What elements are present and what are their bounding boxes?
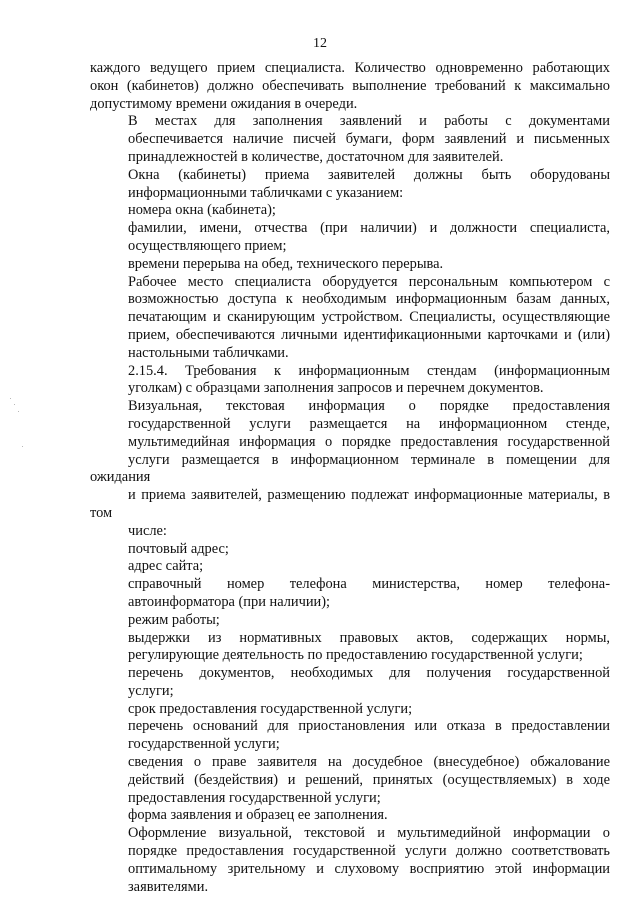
text-line: заявителями.	[128, 878, 209, 895]
text-line: В местах для заполнения заявлений и работы с документами	[128, 113, 610, 130]
paragraph	[90, 807, 610, 825]
text-line: обеспечивается наличие писчей бумаги, форм заявлений и письменных	[128, 131, 610, 148]
text-line: регулирующие деятельность по предоставлению государственной услуги;	[128, 647, 583, 664]
text-line: Визуальная, текстовая информация о порядке предоставления	[128, 398, 610, 415]
paragraph	[90, 274, 610, 363]
text-line: и приема заявителей, размещению подлежат информационные материалы, в том	[90, 487, 610, 521]
text-line: номера окна (кабинета);	[128, 202, 276, 219]
paragraph	[90, 665, 610, 701]
text-line: возможностью доступа к необходимым информационным базам данных,	[128, 291, 610, 308]
text-line: режим работы;	[128, 611, 220, 628]
paragraph	[90, 576, 610, 612]
text-line: услуги;	[128, 682, 174, 699]
text-line: услуги размещается в информационном терминале в помещении для ожидания	[90, 451, 610, 486]
text-line: форма заявления и образец ее заполнения.	[128, 807, 388, 824]
text-line: осуществляющего прием;	[128, 237, 287, 254]
paragraph	[90, 167, 610, 203]
paragraph	[90, 718, 610, 754]
text-line: государственной услуги;	[128, 736, 280, 753]
text-line: печатающим и сканирующим устройством. Специалисты, осуществляющие	[128, 309, 610, 326]
text-line: порядке предоставления государственной услуги должно соответствовать	[128, 843, 610, 860]
paragraph	[90, 825, 610, 896]
scan-speck	[10, 398, 11, 399]
text-line: времени перерыва на обед, технического перерыва.	[128, 255, 444, 272]
text-line: Рабочее место специалиста оборудуется персональным компьютером с	[128, 273, 610, 290]
paragraph	[90, 256, 610, 274]
paragraph	[90, 363, 610, 399]
paragraph	[90, 202, 610, 220]
text-line: настольными табличками.	[128, 344, 289, 361]
text-line: адрес сайта;	[128, 558, 204, 575]
paragraph	[90, 701, 610, 719]
paragraph	[90, 754, 610, 807]
text-line: почтовый адрес;	[128, 540, 229, 557]
paragraph	[90, 220, 610, 256]
text-line: принадлежностей в количестве, достаточном для заявителей.	[128, 148, 504, 165]
text-line: каждого ведущего прием специалиста. Количество одновременно работающих	[90, 60, 610, 76]
text-line: автоинформатора (при наличии);	[128, 593, 331, 610]
text-line: информационными табличками с указанием:	[128, 184, 404, 201]
text-line: окон (кабинетов) должно обеспечивать выполнение требований к максимально	[90, 77, 610, 94]
text-line: сведения о праве заявителя на досудебное (внесудебное) обжалование	[128, 754, 610, 771]
scan-speck	[18, 411, 19, 412]
paragraph	[90, 113, 610, 166]
text-line: оптимальному зрительному и слуховому восприятию этой информации	[128, 860, 610, 877]
document-body	[90, 60, 610, 896]
page-number: 12	[313, 36, 327, 51]
paragraph	[90, 558, 610, 576]
text-line: срок предоставления государственной услуги;	[128, 700, 413, 717]
text-line: Окна (кабинеты) приема заявителей должны быть оборудованы	[128, 166, 610, 183]
text-line: перечень оснований для приостановления или отказа в предоставлении	[128, 718, 610, 735]
text-line: фамилии, имени, отчества (при наличии) и должности специалиста,	[128, 220, 610, 237]
text-line: действий (бездействия) и решений, принятых (осуществляемых) в ходе	[128, 771, 610, 788]
text-line: Оформление визуальной, текстовой и мультимедийной информации о	[128, 825, 610, 842]
paragraph	[90, 612, 610, 630]
paragraph	[90, 630, 610, 666]
text-line: предоставления государственной услуги;	[128, 789, 381, 806]
text-line: допустимому времени ожидания в очереди.	[90, 95, 358, 112]
scan-speck	[14, 404, 15, 405]
text-line: уголкам) с образцами заполнения запросов и перечнем документов.	[128, 380, 544, 397]
paragraph	[90, 60, 610, 113]
paragraph	[90, 398, 610, 540]
text-line: мультимедийная информация о порядке предоставления государственной	[128, 433, 610, 450]
scan-speck	[22, 446, 23, 447]
text-line: 2.15.4. Требования к информационным стендам (информационным	[128, 362, 610, 379]
text-line: государственной услуги размещается на информационном стенде,	[128, 415, 610, 432]
text-line: выдержки из нормативных правовых актов, содержащих нормы,	[128, 629, 610, 646]
text-line: прием, обеспечиваются личными идентификационными карточками и (или)	[128, 326, 610, 343]
text-line: числе:	[128, 522, 167, 539]
text-line: перечень документов, необходимых для получения государственной	[128, 665, 610, 682]
text-line: справочный номер телефона министерства, номер телефона-	[128, 576, 610, 593]
paragraph	[90, 541, 610, 559]
